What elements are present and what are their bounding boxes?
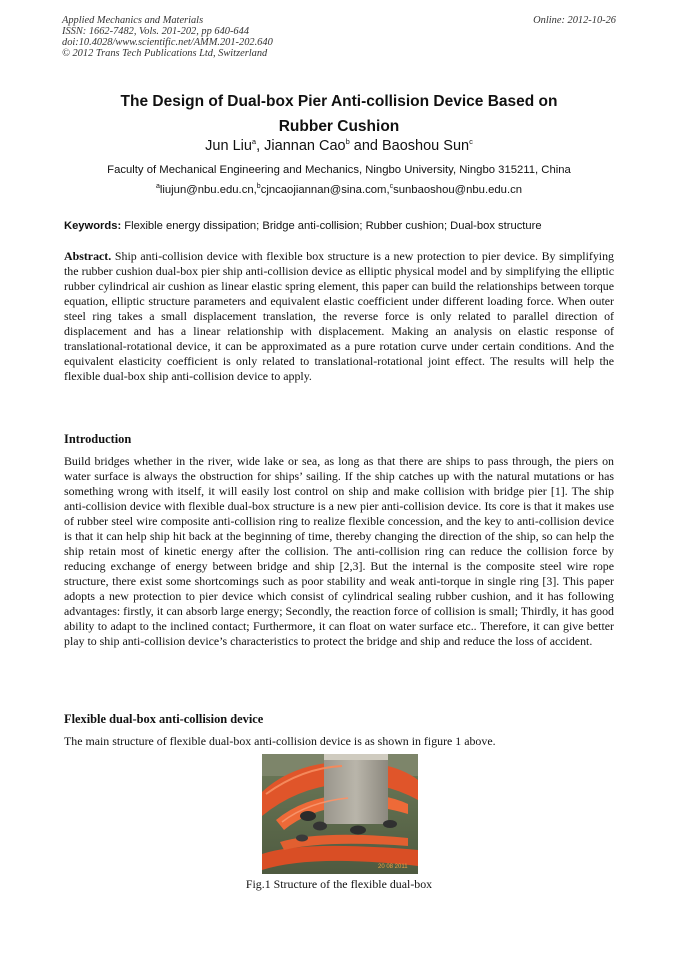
introduction-heading: Introduction [64,432,132,446]
author-affil-mark: b [345,137,350,147]
section-heading-flexible-device: Flexible dual-box anti-collision device [64,712,264,726]
keywords [64,218,616,234]
email-mark: b [256,183,261,191]
email-address: sunbaoshou@nbu.edu.cn [393,184,523,196]
affiliation: Faculty of Mechanical Engineering and Mechanics, Ningbo University, Ningbo 315211, China [107,164,571,176]
author-name: Baoshou Sun [382,138,470,154]
figure-1-photo [262,754,418,874]
keywords-text: Flexible energy dissipation; Bridge anti-collision; Rubber cushion; Dual-box structure [121,220,542,232]
keywords-label: Keywords: [64,220,122,232]
journal-name: Applied Mechanics and Materials [62,15,204,26]
author-separator: and [349,138,382,154]
author-list [62,137,616,155]
author-affil-mark: a [251,137,257,147]
author-affil-mark: c [469,137,473,147]
email-address: cjncaojiannan@sina.com [260,184,387,196]
journal-doi: doi:10.4028/www.scientific.net/AMM.201-202.640 [62,37,273,48]
abstract [64,249,614,384]
photo-date-stamp: 20 08 2011 [378,864,408,870]
email-mark: a [155,183,160,191]
dual-box-device-photo [262,754,418,874]
paper-title-line-2: Rubber Cushion [278,118,400,135]
section-paragraph-flexible-device: The main structure of flexible dual-box anti-collision device is as shown in figure 1 above. [64,734,496,748]
figure-1-caption: Fig.1 Structure of the flexible dual-box [245,877,433,891]
online-date: Online: 2012-10-26 [533,15,616,26]
paper-title [62,89,616,139]
journal-copyright: © 2012 Trans Tech Publications Ltd, Switzerland [62,48,268,59]
paper-title-line-1: The Design of Dual-box Pier Anti-collision Device Based on [120,93,558,110]
email-separator: , [253,184,257,196]
abstract-label: Abstract. [64,249,112,263]
author-emails [62,182,616,198]
author-name: Jiannan Cao [264,138,346,154]
author-name: Jun Liu [205,138,252,154]
email-mark: c [389,183,394,191]
abstract-text: Ship anti-collision device with flexible box structure is a new protection to pier device. By simplifying the rubber cushion dual-box pier ship anti-collision device as elliptic physical model and by simplifying the elliptic rubber cylindrical air cushion as linear elastic spring element, this paper can build the relationships between torque equation, elliptic structure parameters and equivalent elastic coefficient under different loading force. When outer steel ring takes a small displacement translation, the reverse force is only related to parallel direction of displacement and has a linear relationship with displacement. Making an analysis on elastic response of translational-rotational device, it can be approximated as a pure rotation curve under certain conditions. And the equivalent elasticity coefficient is only related to translational-rotational joint effect. The results will help the flexible dual-box ship anti-collision device to apply. [64,249,614,383]
email-address: liujun@nbu.edu.cn [159,184,254,196]
introduction-paragraph: Build bridges whether in the river, wide lake or sea, as long as that there are ships to pass through, the piers on water surface is always the obstruction for ships’ sailing. If the ship catches up with the natural mutations or has something wrong with itself, it will easily lost control on ship and make collision with bridge pier [1]. The ship anti-collision device with flexible dual-box structure is a new pier anti-collision device. Its core is that it makes use of rubber steel wire composite anti-collision ring to realize flexible concession, and the key to anti-collision device is that it can help ship hit back at the beginning of time, thereby changing the direction of the ship, so can help the ship retain most of kinetic energy after the collision. The anti-collision ring can reduce the collision force by reducing exchange of energy between bridge and ship [2,3]. But the internal is the composite steel wire rope structure, there exist some shortcomings such as poor stability and weak anti-torque in single ring [3]. This paper adopts a new protection to pier device which consist of cylindrical sealing rubber cushion, and it has following advantages: firstly, it can absorb large energy; Secondly, the reaction force of collision is small; Thirdly, it has good ability to adapt to the inclined contact; Furthermore, it can float on water surface etc.. Therefore, it can give better play to ship anti-collision device’s characteristics to protect the bridge and ship and reduce the loss of accident. [64,454,614,648]
journal-issn: ISSN: 1662-7482, Vols. 201-202, pp 640-644 [62,26,250,37]
author-separator: , [256,138,265,154]
email-separator: , [386,184,390,196]
journal-header [62,15,616,59]
